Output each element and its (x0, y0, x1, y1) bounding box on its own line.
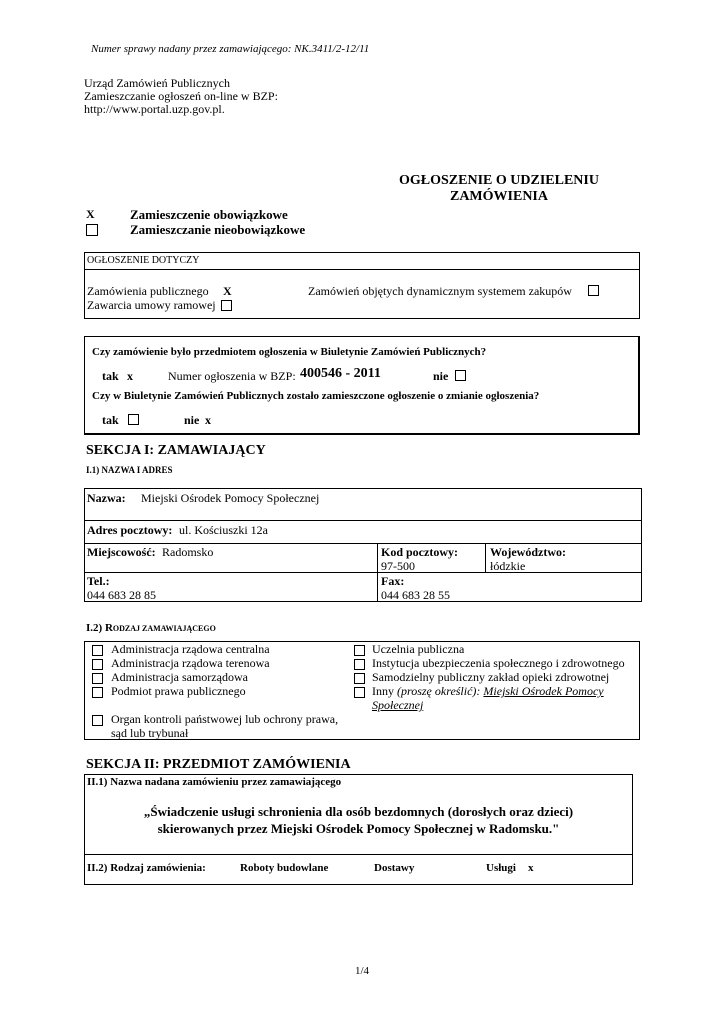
order-type-works: Roboty budowlane (240, 862, 329, 874)
type-healthcare-checkbox[interactable] (354, 673, 365, 684)
type-local-admin-checkbox[interactable] (92, 673, 103, 684)
tel-value: 044 683 28 85 (87, 588, 156, 602)
postal-code-value: 97-500 (381, 559, 415, 573)
type-local-admin-label: Administracja samorządowa (111, 670, 248, 684)
framework-checkbox[interactable] (221, 300, 232, 311)
address-row-divider-2 (84, 543, 642, 544)
bzp-change-yes-checkbox[interactable] (128, 414, 139, 425)
order-type-services: Usługi (486, 862, 516, 874)
type-public-law-checkbox[interactable] (92, 687, 103, 698)
section-2-title: SEKCJA II: PRZEDMIOT ZAMÓWIENIA (86, 757, 351, 772)
type-university-checkbox[interactable] (354, 645, 365, 656)
section-1-title: SEKCJA I: ZAMAWIAJĄCY (86, 443, 266, 458)
tel-label: Tel.: (87, 574, 110, 588)
bzp-question-1: Czy zamówienie było przedmiotem ogłoszenia w Biuletynie Zamówień Publicznych? (92, 346, 487, 358)
voivodeship-value: łódzkie (490, 559, 526, 573)
dynamic-system-label: Zamówień objętych dynamicznym systemem zakupów (308, 284, 572, 298)
address-row-divider-1 (84, 520, 642, 521)
bzp-change-yes-label: tak (102, 413, 119, 427)
section-1-sub-1: I.1) NAZWA I ADRES (86, 465, 173, 475)
publisher-line-1: Urząd Zamówień Publicznych (84, 76, 230, 90)
case-number: Numer sprawy nadany przez zamawiającego: NK.3411/2-12/11 (91, 43, 370, 55)
name-label: Nazwa: (87, 491, 126, 505)
concerns-divider (84, 269, 640, 270)
mandatory-placement-label: Zamieszczenie obowiązkowe (130, 207, 288, 222)
address-row-divider-3 (84, 572, 642, 573)
public-order-label: Zamówienia publicznego (87, 284, 209, 298)
type-public-law-label: Podmiot prawa publicznego (111, 684, 246, 698)
dynamic-system-checkbox[interactable] (588, 285, 599, 296)
voivodeship-label: Województwo: (490, 545, 566, 559)
type-central-admin-label: Administracja rządowa centralna (111, 642, 270, 656)
concerns-header: OGŁOSZENIE DOTYCZY (87, 255, 200, 266)
bzp-yes-mark: x (127, 369, 133, 383)
address-col-divider-1 (377, 543, 378, 602)
type-control-organ-label-2: sąd lub trybunał (111, 726, 189, 740)
bzp-change-no-mark: x (205, 413, 211, 427)
type-other-value-2: Społecznej (372, 698, 424, 712)
bzp-number-label: Numer ogłoszenia w BZP: (168, 369, 296, 383)
type-other-line-1: Inny (proszę określić): Miejski Ośrodek Pomocy (372, 684, 604, 698)
publisher-url: http://www.portal.uzp.gov.pl. (84, 102, 225, 116)
order-type-supplies: Dostawy (374, 862, 415, 874)
bzp-yes-label: tak (102, 369, 119, 383)
postal-code-label: Kod pocztowy: (381, 545, 458, 559)
bzp-change-no-label: nie (184, 413, 200, 427)
city-label: Miejscowość: (87, 545, 156, 559)
type-healthcare-label: Samodzielny publiczny zakład opieki zdrowotnej (372, 670, 610, 684)
framework-label: Zawarcia umowy ramowej (87, 298, 216, 312)
order-name-line-1: „Świadczenie usługi schronienia dla osób bezdomnych (dorosłych oraz dzieci) (143, 804, 574, 819)
document-title-line-2: ZAMÓWIENIA (449, 189, 548, 204)
fax-value: 044 683 28 55 (381, 588, 450, 602)
address-col-divider-2 (485, 543, 486, 572)
type-regional-admin-label: Administracja rządowa terenowa (111, 656, 270, 670)
publisher-line-2: Zamieszczanie ogłoszeń on-line w BZP: (84, 89, 278, 103)
document-title-line-1: OGŁOSZENIE O UDZIELENIU (399, 173, 599, 188)
name-value: Miejski Ośrodek Pomocy Społecznej (141, 491, 320, 505)
section-2-sub-1: II.1) Nazwa nadana zamówieniu przez zamawiającego (87, 776, 342, 788)
type-central-admin-checkbox[interactable] (92, 645, 103, 656)
bzp-no-label: nie (433, 369, 449, 383)
city-value: Radomsko (162, 545, 214, 559)
type-other-checkbox[interactable] (354, 687, 365, 698)
optional-placement-checkbox[interactable] (86, 224, 98, 236)
address-value: ul. Kościuszki 12a (179, 523, 268, 537)
fax-label: Fax: (381, 574, 405, 588)
page-number: 1/4 (354, 965, 370, 977)
bzp-number-value: 400546 - 2011 (300, 366, 381, 381)
order-name-line-2: skierowanych przez Miejski Ośrodek Pomocy Społecznej w Radomsku." (157, 821, 560, 836)
optional-placement-label: Zamieszczanie nieobowiązkowe (130, 222, 306, 237)
type-insurance-checkbox[interactable] (354, 659, 365, 670)
bzp-question-2: Czy w Biuletynie Zamówień Publicznych zostało zamieszczone ogłoszenie o zmianie ogłoszenia? (92, 390, 540, 402)
type-control-organ-label-1: Organ kontroli państwowej lub ochrony prawa, (111, 712, 339, 726)
type-insurance-label: Instytucja ubezpieczenia społecznego i zdrowotnego (372, 656, 625, 670)
mandatory-mark: X (86, 207, 95, 221)
order-type-services-mark: x (528, 862, 534, 874)
section-2-divider (84, 854, 633, 855)
type-regional-admin-checkbox[interactable] (92, 659, 103, 670)
order-type-label: II.2) Rodzaj zamówienia: (87, 862, 206, 874)
type-control-organ-checkbox[interactable] (92, 715, 103, 726)
address-label: Adres pocztowy: (87, 523, 173, 537)
type-university-label: Uczelnia publiczna (372, 642, 465, 656)
public-order-mark: X (223, 284, 232, 298)
section-1-sub-2: I.2) RODZAJ ZAMAWIAJĄCEGO (86, 622, 216, 634)
bzp-no-checkbox[interactable] (455, 370, 466, 381)
